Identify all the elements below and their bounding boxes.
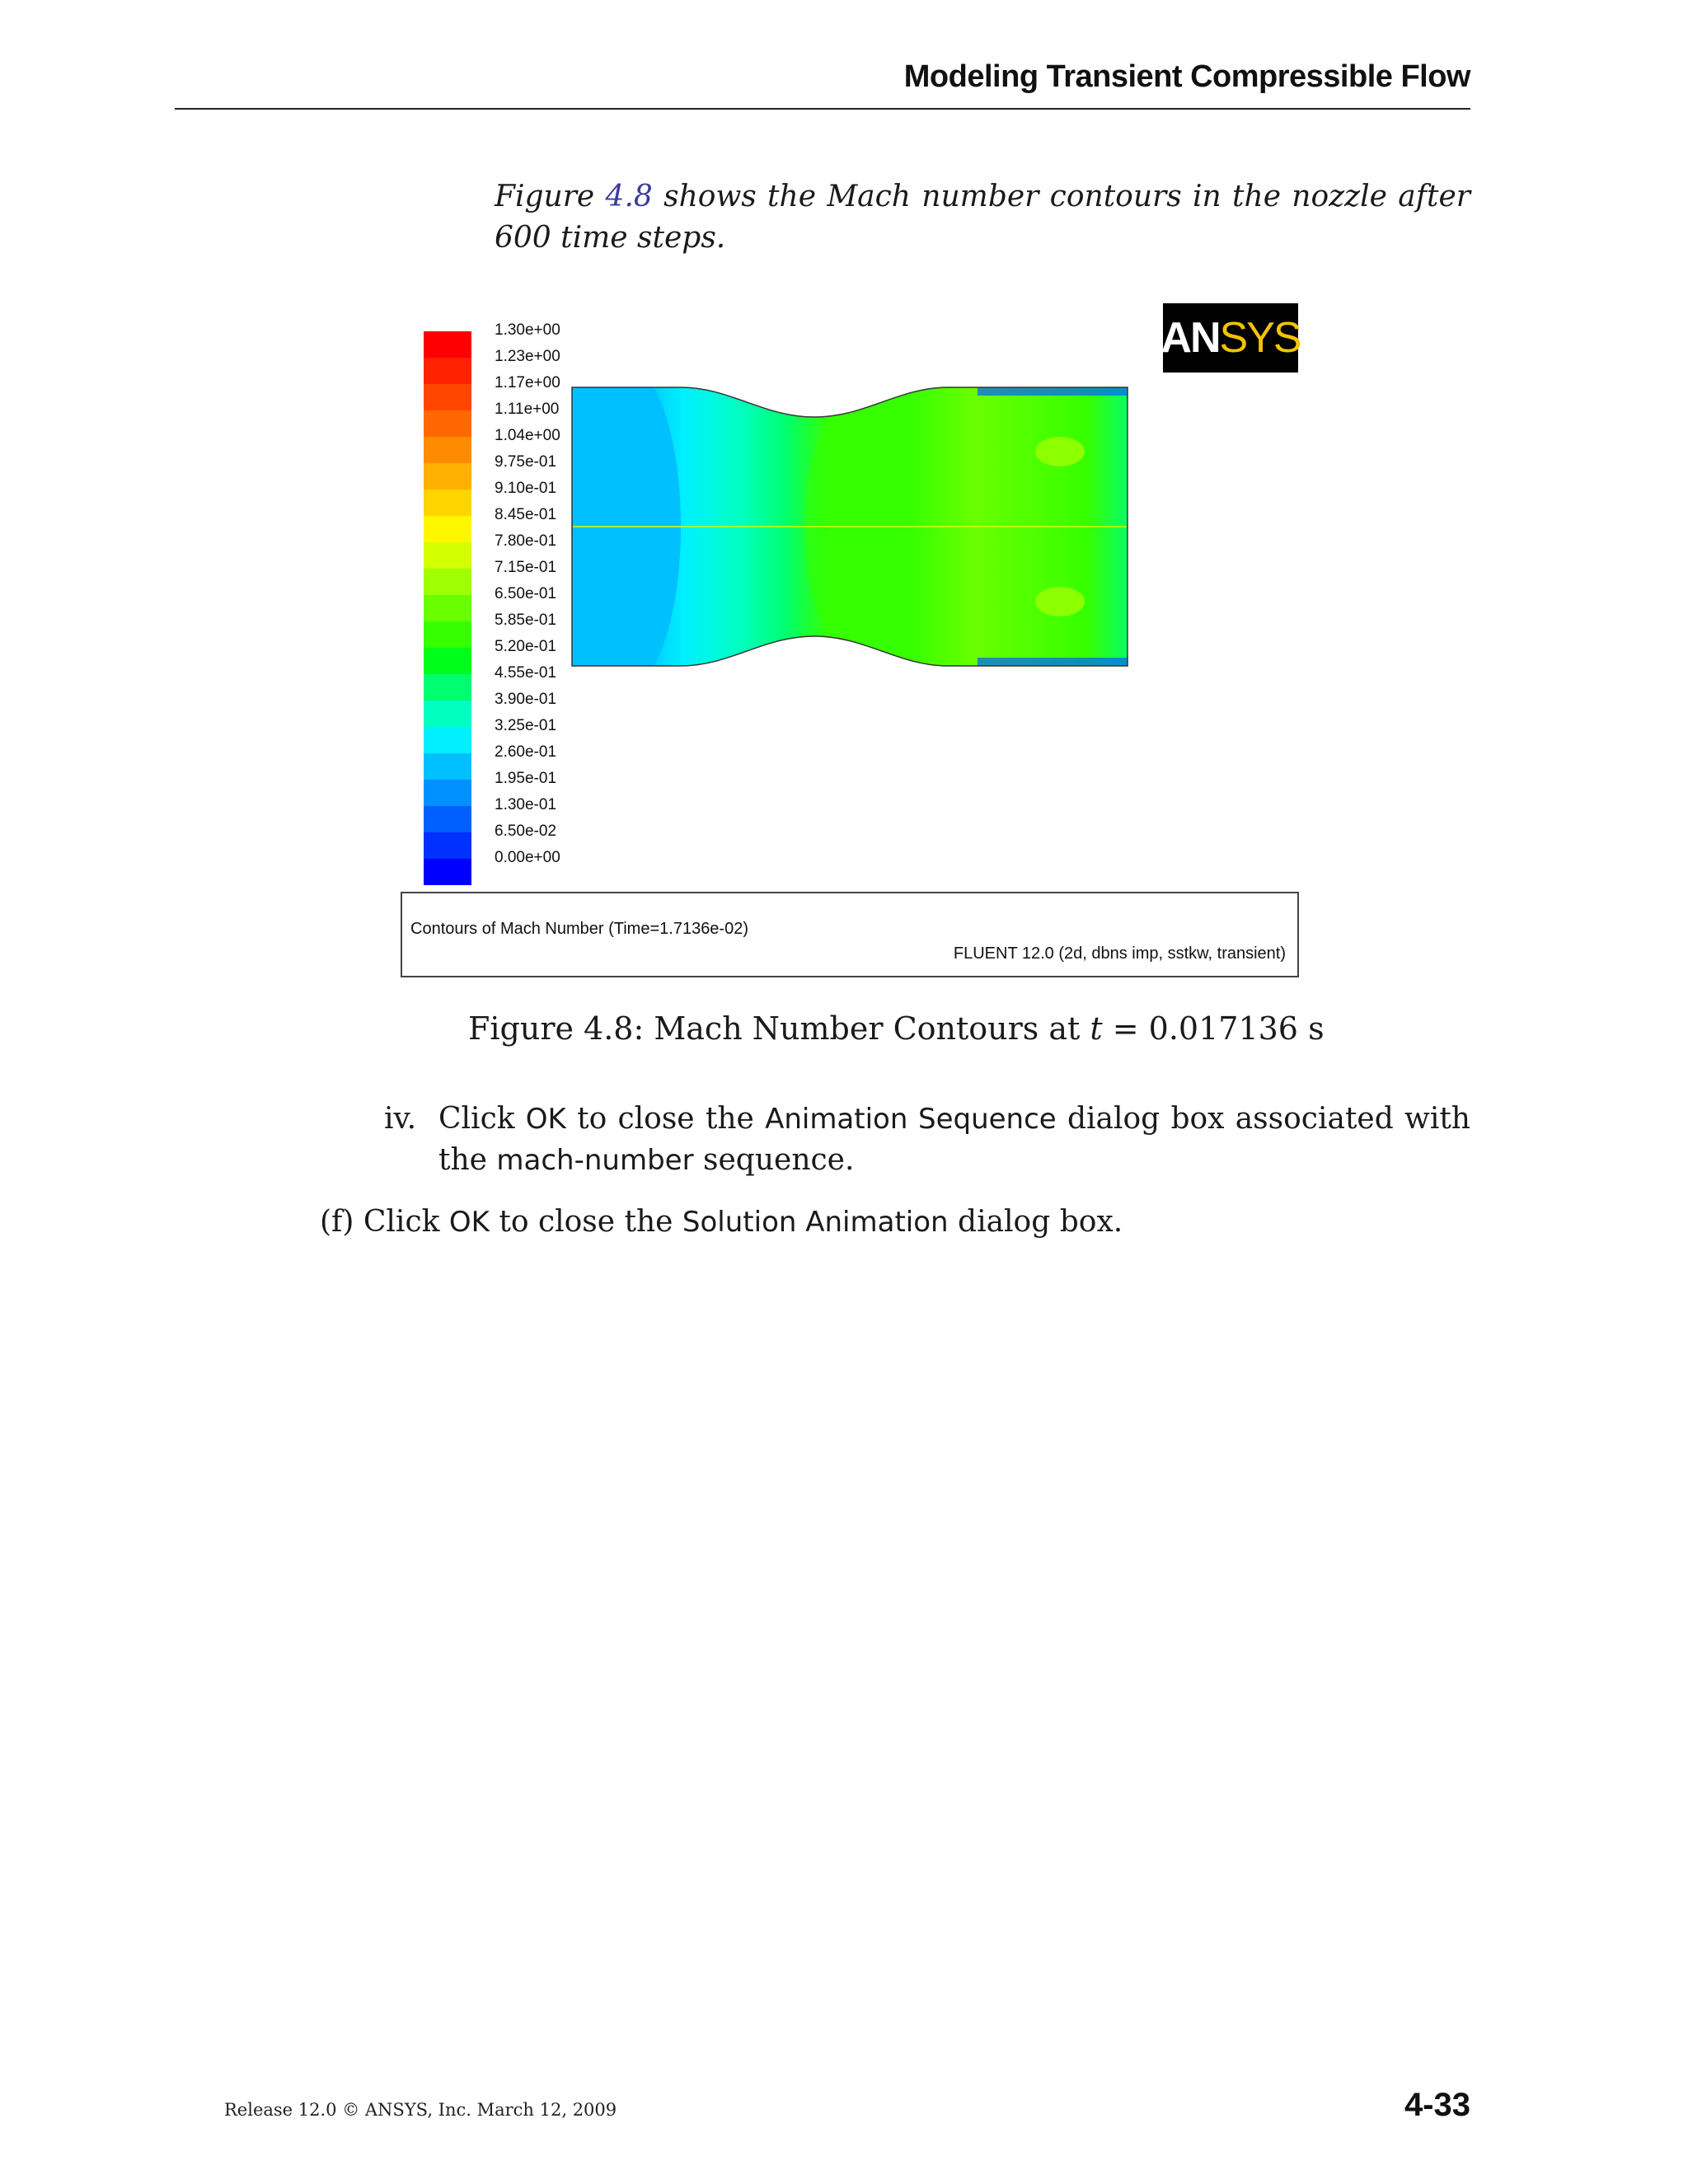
step-text: Click xyxy=(354,1205,449,1239)
legend-label: 9.10e-01 xyxy=(495,480,557,497)
step-text: Click xyxy=(438,1102,526,1136)
legend-swatch xyxy=(424,753,471,780)
step-text: to close the xyxy=(565,1102,766,1136)
legend-swatch xyxy=(424,674,471,701)
legend-swatch xyxy=(424,410,471,437)
legend-swatch xyxy=(424,595,471,621)
legend-swatch xyxy=(424,832,471,859)
legend-swatch xyxy=(424,331,471,358)
legend-swatch xyxy=(424,727,471,753)
legend-swatch xyxy=(424,569,471,595)
legend-swatch xyxy=(424,516,471,542)
legend-label: 4.55e-01 xyxy=(495,664,557,682)
legend-swatch xyxy=(424,384,471,410)
ok-button-ref: OK xyxy=(525,1103,566,1136)
step-text: dialog box associated with the xyxy=(438,1102,1470,1177)
caption-label: Figure 4.8: Mach Number Contours at xyxy=(468,1010,1090,1047)
step-text: sequence. xyxy=(693,1143,855,1177)
legend-label: 0.00e+00 xyxy=(495,849,560,866)
legend-label: 9.75e-01 xyxy=(495,453,557,471)
page-header-title: Modeling Transient Compressible Flow xyxy=(903,59,1470,94)
logo-part-sys: SYS xyxy=(1219,314,1301,362)
legend-swatch xyxy=(424,437,471,463)
figure-caption xyxy=(468,1010,1325,1047)
legend-label: 1.30e+00 xyxy=(495,321,560,339)
legend-swatch xyxy=(424,542,471,569)
legend-swatch xyxy=(424,859,471,885)
legend-label: 7.80e-01 xyxy=(495,532,557,550)
legend-label: 5.85e-01 xyxy=(495,612,557,629)
legend-label: 2.60e-01 xyxy=(495,743,557,761)
legend-label: 3.90e-01 xyxy=(495,691,557,708)
legend-label: 1.17e+00 xyxy=(495,374,560,391)
legend-swatch xyxy=(424,780,471,806)
legend-label: 1.11e+00 xyxy=(495,401,560,418)
figure-info-box xyxy=(401,892,1299,977)
ok-button-ref: OK xyxy=(448,1206,490,1239)
legend-label: 1.30e-01 xyxy=(495,796,557,813)
legend-swatch xyxy=(424,621,471,648)
step-iv xyxy=(384,1099,1470,1181)
legend-colorbar xyxy=(424,331,471,885)
animation-sequence-ref: Animation Sequence xyxy=(765,1103,1057,1136)
solution-animation-ref: Solution Animation xyxy=(682,1206,949,1239)
legend-label: 1.23e+00 xyxy=(495,348,560,365)
legend-swatch xyxy=(424,358,471,384)
nozzle-domain xyxy=(565,362,1132,691)
legend-label: 5.20e-01 xyxy=(495,638,557,655)
intro-text-start: Figure xyxy=(495,180,606,213)
step-f-number: (f) xyxy=(320,1205,354,1239)
mach-number-ref: mach-number xyxy=(496,1144,694,1177)
contour-figure xyxy=(401,295,1301,979)
footer-release: Release 12.0 © ANSYS, Inc. March 12, 2009 xyxy=(224,2100,617,2120)
legend-swatch xyxy=(424,806,471,832)
legend-swatch xyxy=(424,701,471,727)
figure-ref-link[interactable]: 4.8 xyxy=(605,180,653,213)
legend-swatch xyxy=(424,648,471,674)
intro-text-end: shows the Mach number contours in the nozzle after 600 time steps. xyxy=(495,180,1470,255)
step-f xyxy=(320,1202,1474,1243)
legend-label: 6.50e-01 xyxy=(495,585,557,602)
logo-part-an: AN xyxy=(1160,314,1220,362)
step-text: dialog box. xyxy=(948,1205,1123,1239)
step-iv-number: iv. xyxy=(384,1102,417,1136)
legend-label: 1.04e+00 xyxy=(495,427,560,444)
caption-value: = 0.017136 s xyxy=(1102,1010,1325,1047)
step-iv-text xyxy=(438,1099,1470,1181)
legend-label: 3.25e-01 xyxy=(495,717,557,734)
legend-label: 6.50e-02 xyxy=(495,823,557,840)
contour-title: Contours of Mach Number (Time=1.7136e-02) xyxy=(410,920,748,938)
ansys-logo xyxy=(1160,303,1301,373)
solver-info: FLUENT 12.0 (2d, dbns imp, sstkw, transient) xyxy=(953,944,1286,963)
legend-swatch xyxy=(424,463,471,490)
caption-variable: t xyxy=(1090,1010,1103,1047)
page-number: 4-33 xyxy=(1404,2087,1470,2123)
legend-label: 8.45e-01 xyxy=(495,506,557,523)
legend-label: 1.95e-01 xyxy=(495,770,557,787)
header-rule xyxy=(175,108,1470,110)
legend-label: 7.15e-01 xyxy=(495,559,557,576)
intro-paragraph xyxy=(495,176,1470,259)
legend-swatch xyxy=(424,490,471,516)
step-text: to close the xyxy=(489,1205,682,1239)
